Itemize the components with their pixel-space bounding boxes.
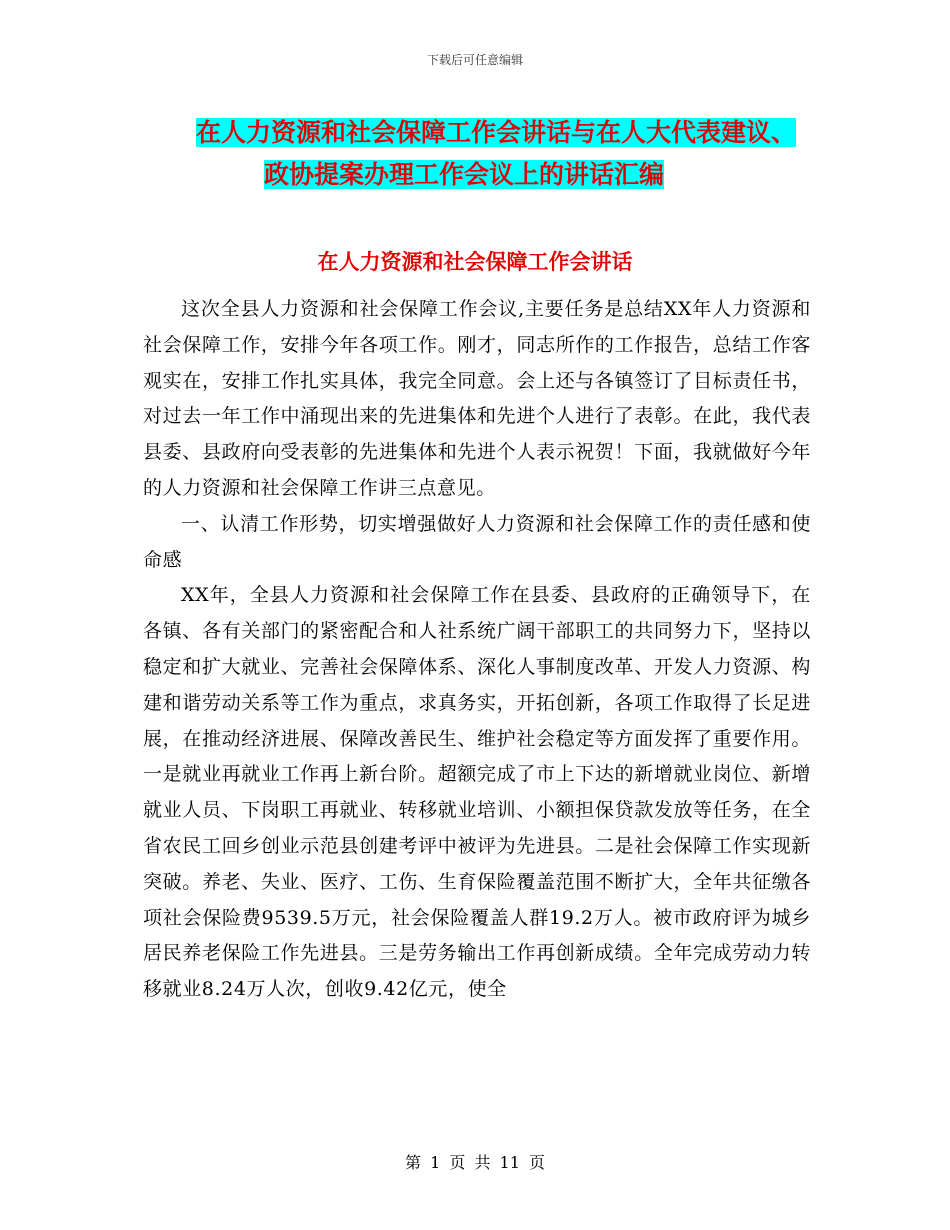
document-title-line-1 bbox=[196, 112, 836, 154]
document-title bbox=[196, 112, 836, 196]
paragraph-intro: 这次全县人力资源和社会保障工作会议,主要任务是总结XX年人力资源和社会保障工作，安排今年各项工作。刚才，同志所作的工作报告，总结工作客观实在，安排工作扎实具体，我完全同意。会上还与各镇签订了目标责任书，对过去一年工作中涌现出来的先进集体和先进个人进行了表彰。在此，我代表县委、县政府向受表彰的先进集体和先进个人表示祝贺！下面，我就做好今年的人力资源和社会保障工作讲三点意见。 bbox=[143, 298, 811, 499]
paragraph-heading-1: 一、认清工作形势，切实增强做好人力资源和社会保障工作的责任感和使命感 bbox=[143, 512, 811, 571]
page-header-note: 下载后可任意编辑 bbox=[426, 53, 523, 67]
page-number: 第 1 页 共 11 页 bbox=[405, 1153, 545, 1172]
document-title-line-1-text: 在人力资源和社会保障工作会讲话与在人大代表建议、 bbox=[196, 118, 797, 147]
section-title: 在人力资源和社会保障工作会讲话 bbox=[317, 250, 633, 274]
document-body bbox=[143, 292, 811, 1008]
document-title-line-2 bbox=[196, 154, 836, 196]
document-title-line-2-text: 政协提案办理工作会议上的讲话汇编 bbox=[264, 160, 665, 189]
paragraph-body-1: XX年，全县人力资源和社会保障工作在县委、县政府的正确领导下，在各镇、各有关部门的紧密配合和人社系统广阔干部职工的共同努力下，坚持以稳定和扩大就业、完善社会保障体系、深化人事制度改革、开发人力资源、构建和谐劳动关系等工作为重点，求真务实，开拓创新，各项工作取得了长足进展，在推动经济进展、保障改善民生、维护社会稳定等方面发挥了重要作用。一是就业再就业工作再上新台阶。超额完成了市上下达的新增就业岗位、新增就业人员、下岗职工再就业、转移就业培训、小额担保贷款发放等任务，在全省农民工回乡创业示范县创建考评中被评为先进县。二是社会保障工作实现新突破。养老、失业、医疗、工伤、生育保险覆盖范围不断扩大，全年共征缴各项社会保险费9539.5万元，社会保险覆盖人群19.2万人。被市政府评为城乡居民养老保险工作先进县。三是劳务输出工作再创新成绩。全年完成劳动力转移就业8.24万人次，创收9.42亿元，使全 bbox=[143, 584, 811, 1001]
